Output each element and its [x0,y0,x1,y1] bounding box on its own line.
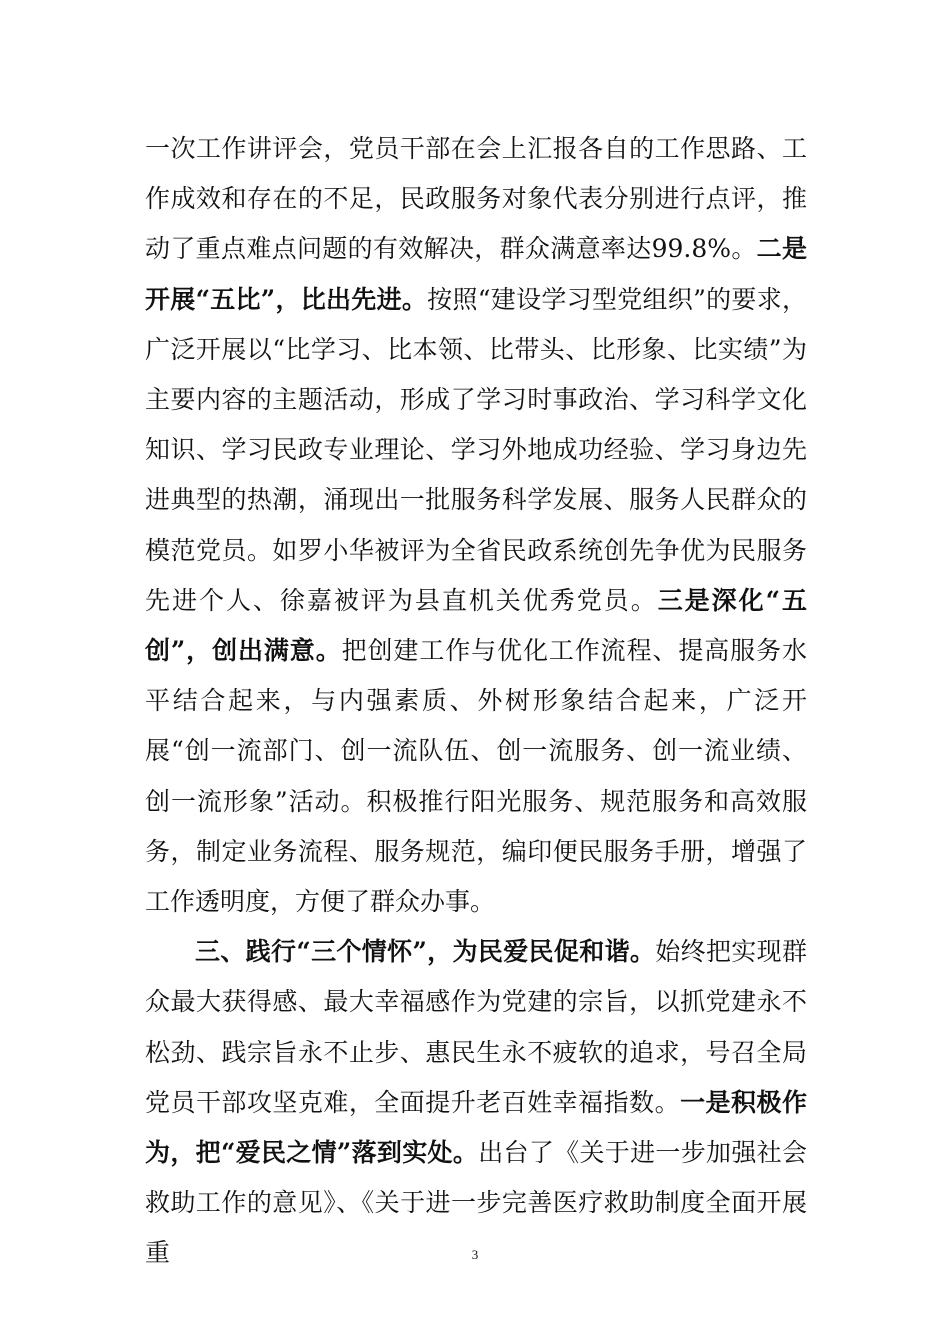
subheading-bold: 一是积极作为，把“爱民之情”落到实处。 [145,1087,807,1168]
paragraph-text: 按照“建设学习型党组织”的要求，广泛开展以“比学习、比本领、比带头、比形象、比实绩”为主要内容的主题活动，形成了学习时事政治、学习科学文化知识、学习民政专业理论、学习外地成功经验、学习身边先进典型的热潮，涌现出一批服务科学发展、服务人民群众的模范党员。如罗小华被评为全省民政系统创先争优为民服务先进个人、徐嘉被评为县直机关优秀党员。 [145,284,807,615]
paragraph-text: 一次工作讲评会，党员干部在会上汇报各自的工作思路、工作成效和存在的不足，民政服务对象代表分别进行点评，推动了重点难点问题的有效解决，群众满意率达99.8%。 [145,134,807,264]
subheading-bold: 二是开展“五比”，比出先进。 [145,234,807,314]
paragraph-text: 始终把实现群众最大获得感、最大幸福感作为党建的宗旨，以抓党建永不松劲、践宗旨永不止步、惠民生永不疲软的追求，号召全局党员干部攻坚克难，全面提升老百姓幸福指数。 [145,937,807,1117]
section-heading: 三、践行“三个情怀”，为民爱民促和谐。 [195,937,656,967]
subheading-bold: 三是深化“五创”，创出满意。 [145,585,807,666]
page-number: 3 [471,1247,479,1262]
document-body [145,124,807,1279]
paragraph-section-three [145,927,807,1278]
paragraph-continuation [145,124,807,927]
paragraph-text: 出台了《关于进一步加强社会救助工作的意见》、《关于进一步完善医疗救助制度全面开展重 [145,1138,807,1268]
paragraph-text: 把创建工作与优化工作流程、提高服务水平结合起来，与内强素质、外树形象结合起来，广泛开展“创一流部门、创一流队伍、创一流服务、创一流业绩、创一流形象”活动。积极推行阳光服务、规范服务和高效服务，制定业务流程、服务规范，编印便民服务手册，增强了工作透明度，方便了群众办事。 [145,636,807,917]
